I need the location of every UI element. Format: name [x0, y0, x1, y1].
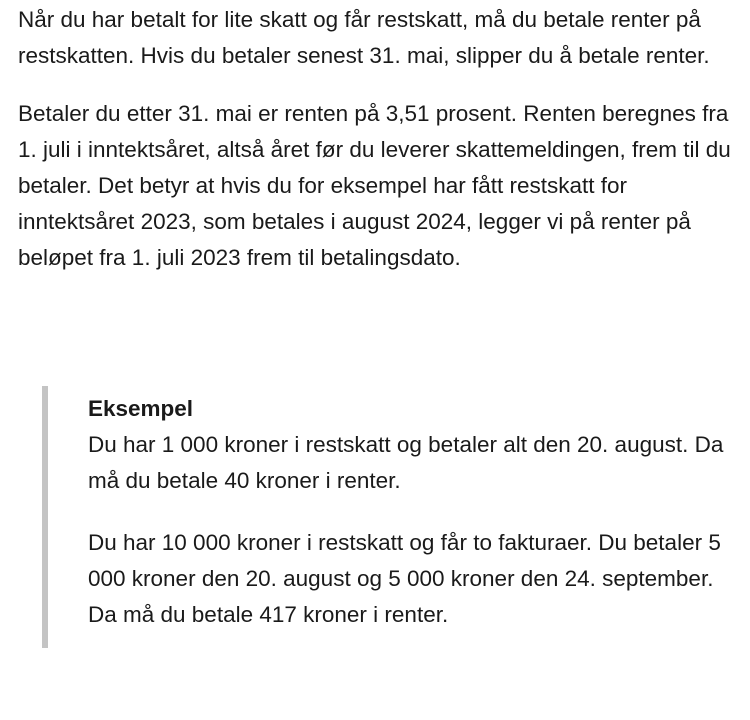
intro-paragraph: Når du har betalt for lite skatt og får restskatt, må du betale renter på restskatten. Hvis du betaler senest 31. mai, slipper du å betale renter.	[18, 7, 710, 68]
example-text-first: Du har 1 000 kroner i restskatt og betaler alt den 20. august. Da må du betale 40 kroner i renter.	[88, 432, 724, 493]
interest-paragraph: Betaler du etter 31. mai er renten på 3,51 prosent. Renten beregnes fra 1. juli i inntektsåret, altså året før du leverer skattemeldingen, frem til du betaler. Det betyr at hvis du for eksempel har fått restskatt for inntektsåret 2023, som betales i august 2024, legger vi på renter på beløpet fra 1. juli 2023 frem til betalingsdato.	[18, 101, 731, 270]
example-box	[42, 386, 732, 648]
article-body	[18, 2, 740, 276]
example-text-second: Du har 10 000 kroner i restskatt og får to fakturaer. Du betaler 5 000 kroner den 20. august og 5 000 kroner den 24. september. Da må du betale 417 kroner i renter.	[88, 530, 721, 627]
example-heading: Eksempel	[88, 396, 194, 421]
